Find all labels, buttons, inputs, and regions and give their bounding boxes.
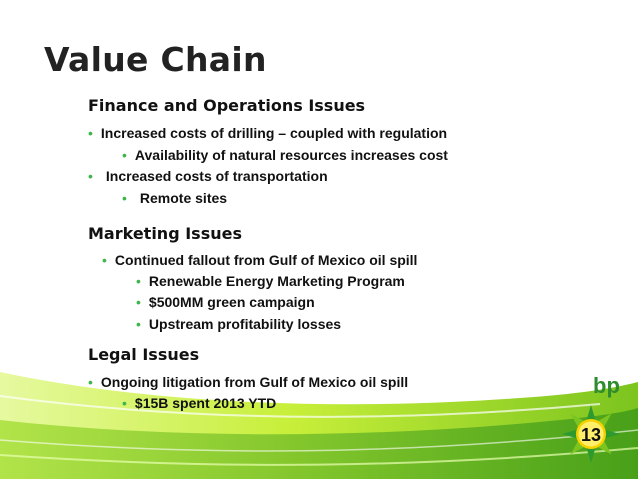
bullet-dot-icon: • [88,125,93,141]
bullet-dot-icon: • [88,168,93,184]
bp-logo-text: bp [593,373,620,398]
section-heading-marketing: Marketing Issues [88,224,242,243]
section-heading-legal: Legal Issues [88,345,200,364]
bullet-dot-icon: • [88,374,93,390]
sub-bullet-item: • Availability of natural resources increases cost [122,147,448,163]
bullet-dot-icon: • [122,190,127,206]
bullet-item: • Ongoing litigation from Gulf of Mexico oil spill [88,374,409,390]
sub-bullet-item: • Renewable Energy Marketing Program [136,273,405,289]
bullet-dot-icon: • [122,395,127,411]
sub-bullet-item: • $15B spent 2013 YTD [122,395,277,411]
bullet-item: • Continued fallout from Gulf of Mexico oil spill [102,252,418,268]
bullet-item: • Increased costs of transportation [88,168,328,184]
bullet-dot-icon: • [122,147,127,163]
page-number: 13 [580,425,602,445]
bullet-dot-icon: • [136,294,141,310]
slide-title: Value Chain [44,40,267,79]
sub-bullet-item: • $500MM green campaign [136,294,315,310]
sub-bullet-item: • Remote sites [122,190,228,206]
bullet-dot-icon: • [136,273,141,289]
sub-bullet-item: • Upstream profitability losses [136,316,342,332]
bullet-item: • Increased costs of drilling – coupled with regulation [88,125,448,141]
section-heading-finance: Finance and Operations Issues [88,96,366,115]
bullet-dot-icon: • [136,316,141,332]
bullet-dot-icon: • [102,252,107,268]
